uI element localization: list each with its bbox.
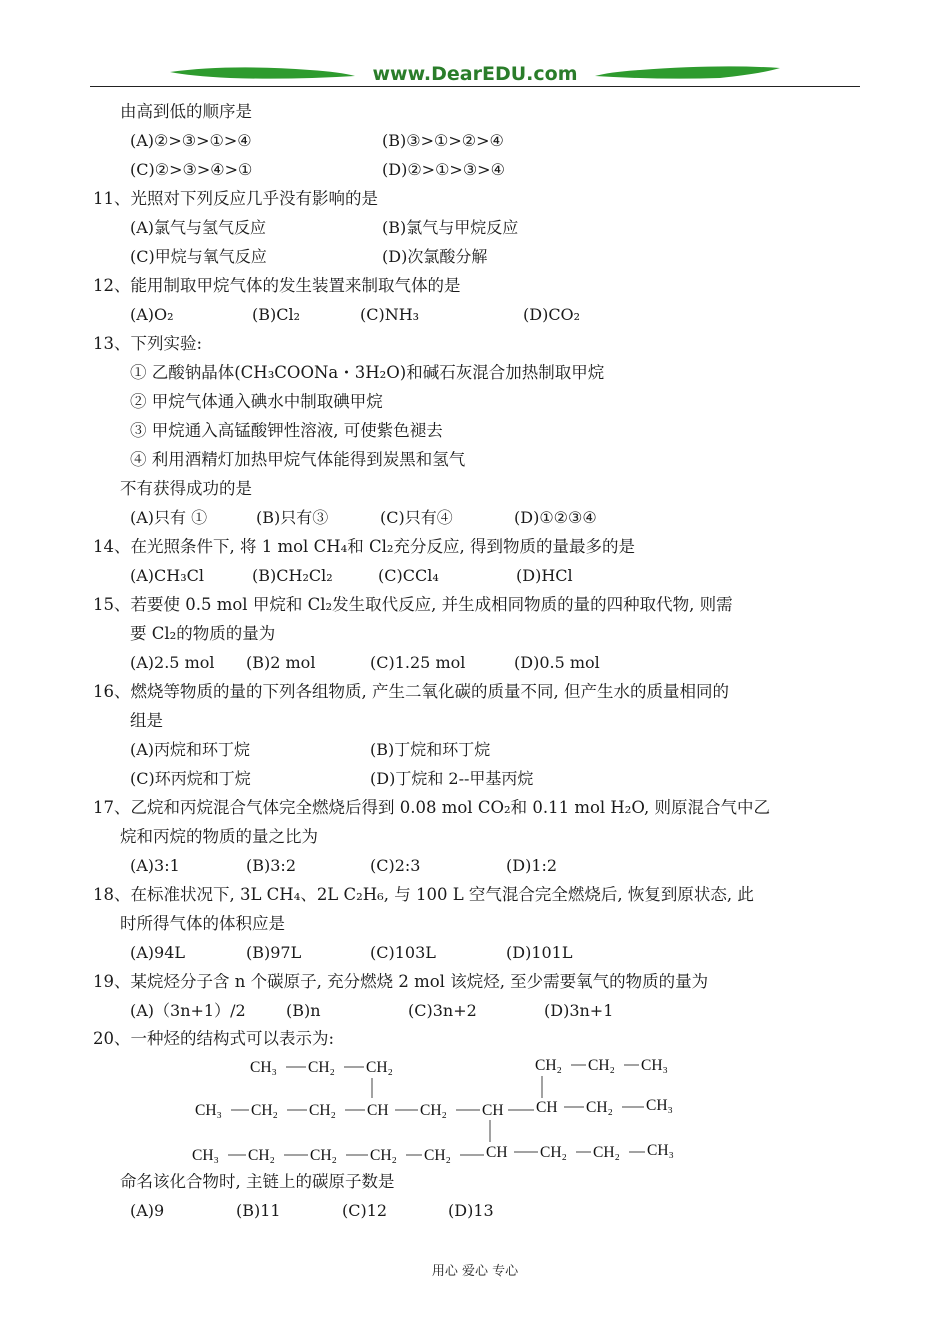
group: CH₂ [251,1102,278,1119]
experiment-3: ③ 甲烷通入高锰酸钾性溶液, 可使紫色褪去 [130,421,443,440]
option-d: (D)①②③④ [514,508,597,527]
experiment-4: ④ 利用酒精灯加热甲烷气体能得到炭黑和氢气 [130,450,466,469]
option-c: (C)2:3 [370,856,421,875]
option-b: (B)3:2 [246,856,296,875]
group: CH₃ [195,1102,222,1119]
group: CH₃ [250,1059,277,1076]
question-20: 20、一种烃的结构式可以表示为: [93,1029,335,1048]
question-18-cont: 时所得气体的体积应是 [120,914,285,933]
question-20-stem: 命名该化合物时, 主链上的碳原子数是 [120,1172,395,1191]
group: CH₂ [370,1147,397,1164]
option-c: (C)环丙烷和丁烷 [130,769,251,788]
group: CH [482,1102,504,1119]
option-b: (B)2 mol [246,653,316,672]
option-a: (A)9 [130,1201,165,1220]
option-b: (B)11 [236,1201,281,1220]
page-footer: 用心 爱心 专心 [431,1264,519,1279]
question-18: 18、在标准状况下, 3L CH₄、2L C₂H₆, 与 100 L 空气混合完全燃烧后, 恢复到原状态, 此 [93,885,754,904]
option-c: (C)甲烷与氧气反应 [130,247,267,266]
header-logo-text: www.DearEDU.com [372,63,578,85]
option-c: (C)只有④ [380,508,453,527]
question-13: 13、下列实验: [93,334,203,353]
question-11: 11、光照对下列反应几乎没有影响的是 [93,189,378,208]
option-a: (A)丙烷和环丁烷 [130,740,251,759]
question-14: 14、在光照条件下, 将 1 mol CH₄和 Cl₂充分反应, 得到物质的量最多的是 [93,537,635,556]
structural-formula [190,1050,690,1165]
group: CH₂ [593,1144,620,1161]
option-c: (C)②>③>④>① [130,160,253,179]
group: CH₃ [646,1097,673,1114]
question-17: 17、乙烷和丙烷混合气体完全燃烧后得到 0.08 mol CO₂和 0.11 mol H₂O, 则原混合气中乙 [93,798,770,817]
option-c: (C)NH₃ [360,305,420,324]
option-a: (A)94L [130,943,186,962]
group: CH₂ [366,1059,393,1076]
option-d: (D)HCl [516,566,573,585]
option-b: (B)氯气与甲烷反应 [382,218,519,237]
group: CH₂ [420,1102,447,1119]
group: CH [486,1144,508,1161]
group: CH₃ [647,1142,674,1159]
question-15-cont: 要 Cl₂的物质的量为 [130,624,276,643]
option-b: (B)97L [246,943,302,962]
option-d: (D)13 [448,1201,494,1220]
experiment-2: ② 甲烷气体通入碘水中制取碘甲烷 [130,392,383,411]
group: CH₂ [586,1099,613,1116]
group: CH₂ [308,1059,335,1076]
question-16-cont: 组是 [130,711,163,730]
option-a: (A)②>③>①>④ [130,131,252,150]
option-d: (D)3n+1 [544,1001,614,1020]
option-a: (A)O₂ [130,305,174,324]
group: CH₂ [540,1144,567,1161]
question-16: 16、燃烧等物质的量的下列各组物质, 产生二氧化碳的质量不同, 但产生水的质量相同的 [93,682,729,701]
option-a: (A)3:1 [130,856,180,875]
option-a: (A)2.5 mol [130,653,215,672]
option-b: (B)Cl₂ [252,305,301,324]
option-a: (A)只有 ① [130,508,208,527]
option-c: (C)12 [342,1201,388,1220]
option-d: (D)次氯酸分解 [382,247,488,266]
option-a: (A)（3n+1）/2 [130,1001,246,1020]
question-text: 由高到低的顺序是 [120,102,252,121]
group: CH₃ [641,1057,668,1074]
option-d: (D)101L [506,943,573,962]
option-d: (D)1:2 [506,856,558,875]
experiment-1: ① 乙酸钠晶体(CH₃COONa・3H₂O)和碱石灰混合加热制取甲烷 [130,363,605,382]
header-rule [90,86,860,87]
question-19: 19、某烷烃分子含 n 个碳原子, 充分燃烧 2 mol 该烷烃, 至少需要氧气的物质的量为 [93,972,709,991]
question-17-cont: 烷和丙烷的物质的量之比为 [120,827,318,846]
question-15: 15、若要使 0.5 mol 甲烷和 Cl₂发生取代反应, 并生成相同物质的量的四种取代物, 则需 [93,595,733,614]
option-b: (B)丁烷和环丁烷 [370,740,491,759]
option-d: (D)0.5 mol [514,653,600,672]
option-c: (C)3n+2 [408,1001,477,1020]
group: CH₂ [248,1147,275,1164]
option-c: (C)1.25 mol [370,653,466,672]
group: CH₂ [424,1147,451,1164]
header-logo [170,58,780,88]
group: CH [536,1099,558,1116]
group: CH₂ [588,1057,615,1074]
option-b: (B)n [286,1001,321,1020]
group: CH₂ [535,1057,562,1074]
option-b: (B)CH₂Cl₂ [252,566,333,585]
option-c: (C)CCl₄ [378,566,439,585]
group: CH₂ [310,1147,337,1164]
group: CH₂ [309,1102,336,1119]
group: CH₃ [192,1147,219,1164]
option-b: (B)③>①>②>④ [382,131,504,150]
option-a: (A)CH₃Cl [130,566,205,585]
option-d: (D)CO₂ [523,305,581,324]
option-d: (D)②>①>③>④ [382,160,505,179]
option-d: (D)丁烷和 2--甲基丙烷 [370,769,534,788]
question-13-stem: 不有获得成功的是 [120,479,252,498]
option-c: (C)103L [370,943,436,962]
option-a: (A)氯气与氢气反应 [130,218,267,237]
option-b: (B)只有③ [256,508,329,527]
question-12: 12、能用制取甲烷气体的发生装置来制取气体的是 [93,276,461,295]
group: CH [367,1102,389,1119]
